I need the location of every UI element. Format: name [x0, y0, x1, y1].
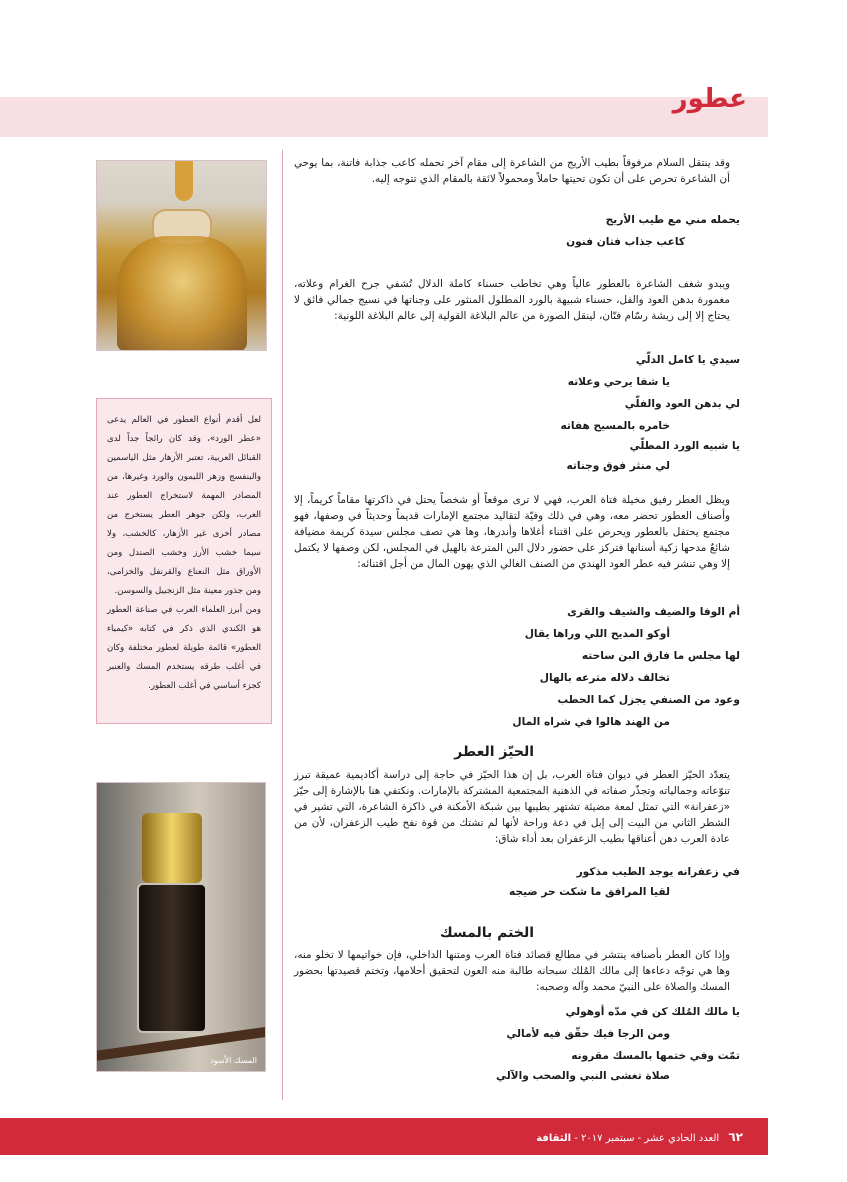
article-paragraph-5: وإذا كان العطر بأصنافه ينتشر في مطالع قصائد فتاة العرب ومتنها الداخلي، فإن خواتيمها لا تخلو منه، وها هي توجّه دعاءها إلى مالك المُلك سبحانه طالبة منه العون لتحقيق أحلامها، وتختم قصيدتها بحضور المسك والصلاة على النبيّ محمد وآله وصحبه:: [294, 949, 730, 993]
poem-3-line-4: تخالف دلاله مترعه بالهال: [539, 672, 670, 684]
poem-2-line-3: لي بدهن العود والفلّي: [624, 398, 740, 410]
image-caption: المسك الأسود: [210, 1056, 257, 1065]
column-divider: [282, 150, 283, 1100]
perfume-bottle-image: [96, 160, 267, 351]
header-band: [0, 97, 768, 137]
poem-3-line-5: وعود من الصنفي يجزل كما الحطب: [557, 694, 740, 706]
poem-5-line-2: ومن الرجا فيك حقّق فيه لأمالي: [506, 1028, 670, 1040]
poem-2-line-6: لي منثر فوق وجناته: [566, 460, 670, 472]
poem-4-line-1: في زعفرانه يوجد الطيب مذكور: [576, 866, 740, 878]
perfume-drop-shape: [175, 161, 193, 201]
article-paragraph-4: يتعدّد الحيّز العطر في ديوان فتاة العرب، بل إن هذا الحيّز في حاجة إلى دراسة أكاديمية عميقة تبرز تنوّعاته وجمالياته وتجذّر صفاته في الذهنية المجتمعية المشتركة بالإمارات. ونكتفي هنا بالإشارة إلى حيّز «زعفرانة» التي تمثل لمعة مضيئة تشتهر بطيبها بين شبكة الأمكنة في ذاكرة الشاعرة، التي تشير في الشطر الثاني من البيت إلى إبل في دعة وراحة لأنها لم تشتك من قوة نفح طيب الزعفران، لأن من عادة العرب دهن أعناقها بطيب الزعفران بعد أداء شاق:: [294, 769, 730, 845]
poem-1-line-2: كاعب جذاب فتان فنون: [566, 236, 685, 248]
article-paragraph-1: وقد ينتقل السلام مرفوقاً بطيب الأريج من الشاعرة إلى مقام آخر تحمله كاعب جذابة فاتنة، بما يوحي أن الشاعرة تحرص على أن تكون تحيتها حاملاً ومحمولاً لائقة بالمقام الذي تتوجه إليه.: [294, 157, 730, 185]
poem-5-line-1: يا مالك المُلك كن في مدّه أوهولي: [565, 1006, 740, 1018]
subheading-2: الختم بالمسك: [439, 925, 534, 941]
footer: [536, 1130, 743, 1144]
magazine-brand: الثقافة: [536, 1133, 572, 1144]
poem-3-line-3: لها مجلس ما فارق البن ساحته: [581, 650, 740, 662]
poem-3-line-6: من الهند هالوا في شراه المال: [512, 716, 670, 728]
article-paragraph-3: ويظل العطر رفيق مخيلة فتاة العرب، فهي لا ترى موقعاً أو شخصاً يحتل في ذاكرتها مقاماً كريماً، إلا وأصناف العطور تحضر معه، وهي في ذلك وفيّة لتقاليد مجتمع الإمارات قديماً وحديثاً في وصفها، فهو مجتمع يحتفل بالعطور ويحرص على اقتناء أغلاها وأندرها، وها هي تصف مجلس سيدة كريمة مضيافة شائعٌ مدحها زكية أسنانها فتركز على حضور دلال البن المترعة بالهيل في المجلس، لكن وصفها لا يكتمل إلا وهي تنشر فيه عطر العود الهندي من الصنف الغالي الذي يهون المال من أجل اقتنائه:: [294, 494, 730, 570]
vial-shape: [137, 883, 207, 1033]
sidebar-paragraph-1: لعل أقدم أنواع العطور في العالم يدعى «عطر الورد»، وقد كان رائجاً جداً لدى القبائل العربية، تعتبر الأزهار مثل الياسمين والبنفسج وزهر الليمون والورد وغيرها، من المصادر المهمة لاستخراج العطور عند العرب، ولكن جوهر العطر يستخرج من مصادر أخرى غير الأزهار، كالخشب، ولا سيما خشب الأرز وخشب الصندل ومن الأوراق مثل النعناع والقرنفل والخزامى، ومن جذور معينة مثل الزنجبيل والسوسن.: [107, 415, 261, 596]
poem-4-line-2: لقيا المرافق ما شكت حر ضيجه: [509, 886, 670, 898]
vial-cap-shape: [142, 813, 202, 883]
subheading-1: الحيّز العطر: [454, 744, 534, 760]
poem-1-line-1: يحمله مني مع طيب الأريج: [605, 214, 740, 226]
poem-2-line-2: يا شفا يرحي وعلاته: [567, 376, 670, 388]
poem-2-line-5: يا شبيه الورد المطلّي: [629, 440, 740, 452]
section-title: عطور: [672, 84, 747, 114]
poem-5-line-3: تمّت وفي ختمها بالمسك مقرونه: [571, 1050, 740, 1062]
poem-2-line-4: خامره بالمسيح هفاته: [560, 420, 670, 432]
article-paragraph-2: ويبدو شغف الشاعرة بالعطور عالياً وهي تخاطب حسناء كاملة الدلال تُشفي جرح الغرام وعلاته، مغمورة بدهن العود والفل، حسناء شبيهة بالورد المطلول المنثور على وجناتها في نسيج جمالي فائق لا يحتاج إلا إلى ريشة رسّام فنّان، لينقل الصورة من عالم البلاغة القولية إلى عالم البلاغة اللونية:: [294, 278, 730, 322]
sidebar-box: [96, 398, 272, 724]
sidebar-paragraph-2: ومن أبرز العلماء العرب في صناعة العطور هو الكندي الذي ذكر في كتابه «كيمياء العطور» قائمة طويلة لعطور مختلفة وكان في أغلب طرقه يستخدم المسك والعنبر كجزء أساسي في أغلب العطور.: [107, 605, 261, 691]
black-musk-image: [96, 782, 266, 1072]
poem-3-line-1: أم الوفا والضيف والشيف والقرى: [567, 606, 740, 618]
poem-2-line-1: سيدي يا كامل الدلّي: [635, 354, 740, 366]
poem-3-line-2: أوكو المديح اللي وراها يقال: [524, 628, 670, 640]
page-number: ٦٢: [728, 1130, 743, 1144]
glass-bottle-shape: [117, 236, 247, 351]
poem-5-line-4: صلاة تغشى النبي والصحب والآلي: [495, 1070, 670, 1082]
issue-info: العدد الحادي عشر - سبتمبر ٢٠١٧ -: [574, 1133, 720, 1144]
